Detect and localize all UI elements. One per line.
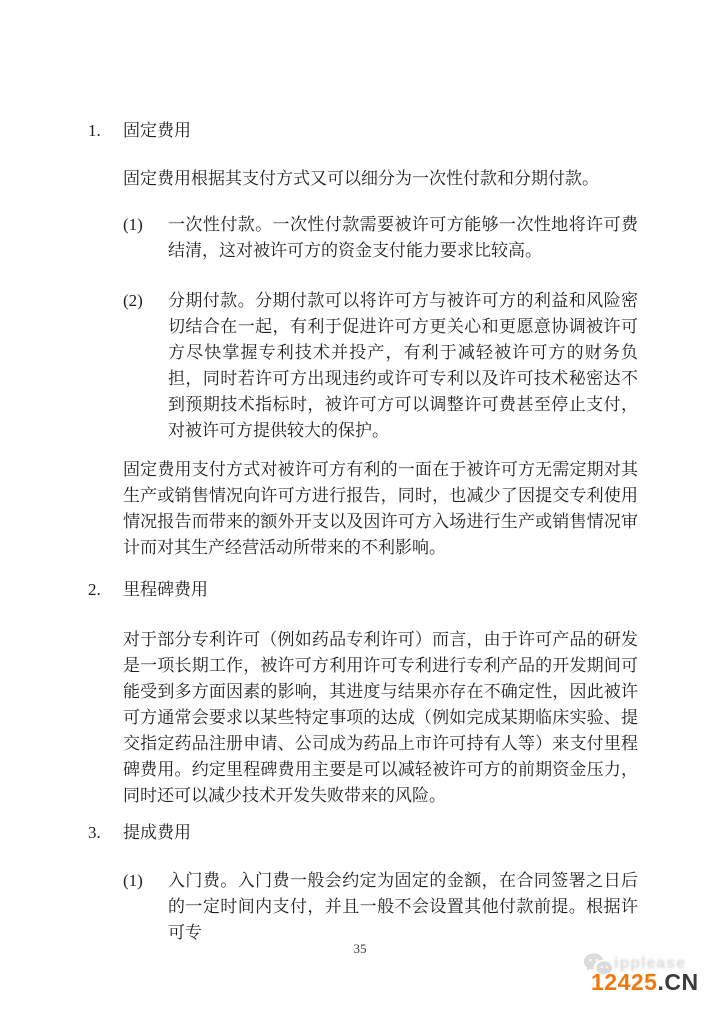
section-heading [88,118,638,144]
list-item-text: 分期付款。分期付款可以将许可方与被许可方的利益和风险密切结合在一起，有利于促进许可方更关心和更愿意协调被许可方尽快掌握专利技术并投产，有利于减轻被许可方的财务负担，同时若许可方出现违约或许可专利以及许可技术秘密达不到预期技术指标时，被许可方可以调整许可费甚至停止支付，对被许可方提供较大的保护。 [168,291,638,440]
page-number: 35 [353,941,367,956]
section-heading [88,820,638,846]
list-item-number: (1) [123,215,143,234]
document-body [88,118,638,946]
section-title: 固定费用 [123,121,191,140]
site-watermark [583,948,715,1002]
list-item-number: (2) [123,291,143,310]
watermark-faint-text: ipplease [614,955,687,972]
list-item [123,212,638,264]
list-item-text: 一次性付款。一次性付款需要被许可方能够一次性地将许可费结清，这对被许可方的资金支付能力要求比较高。 [168,215,638,260]
section-number: 1. [88,121,101,140]
section-heading [88,577,638,603]
watermark-site-text [591,969,699,996]
section-number: 3. [88,823,101,842]
list-item [123,868,638,946]
paragraph: 对于部分专利许可（例如药品专利许可）而言，由于许可产品的研发是一项长期工作，被许可方利用许可专利进行专利产品的开发期间可能受到多方面因素的影响，其进度与结果亦存在不确定性，因此被许可方通常会要求以某些特定事项的达成（例如完成某期临床实验、提交指定药品注册申请、公司成为药品上市许可持有人等）来支付里程碑费用。约定里程碑费用主要是可以减轻被许可方的前期资金压力，同时还可以减少技术开发失败带来的风险。 [123,630,638,805]
section-number: 2. [88,580,101,599]
paragraph: 固定费用支付方式对被许可方有利的一面在于被许可方无需定期对其生产或销售情况向许可方进行报告，同时，也减少了因提交专利使用情况报告而带来的额外开支以及因许可方入场进行生产或销售情况审计而对其生产经营活动所带来的不利影响。 [123,460,638,557]
list-item [123,288,638,444]
watermark-site-suffix: .CN [657,969,699,995]
section-title: 里程碑费用 [123,580,208,599]
list-item-text: 入门费。入门费一般会约定为固定的金额，在合同签署之日后的一定时间内支付，并且一般不会设置其他付款前提。根据许可专 [168,871,638,942]
paragraph: 固定费用根据其支付方式又可以细分为一次性付款和分期付款。 [123,169,599,188]
watermark-site-number: 12425 [591,969,658,995]
section-title: 提成费用 [123,823,191,842]
list-item-number: (1) [123,871,143,890]
